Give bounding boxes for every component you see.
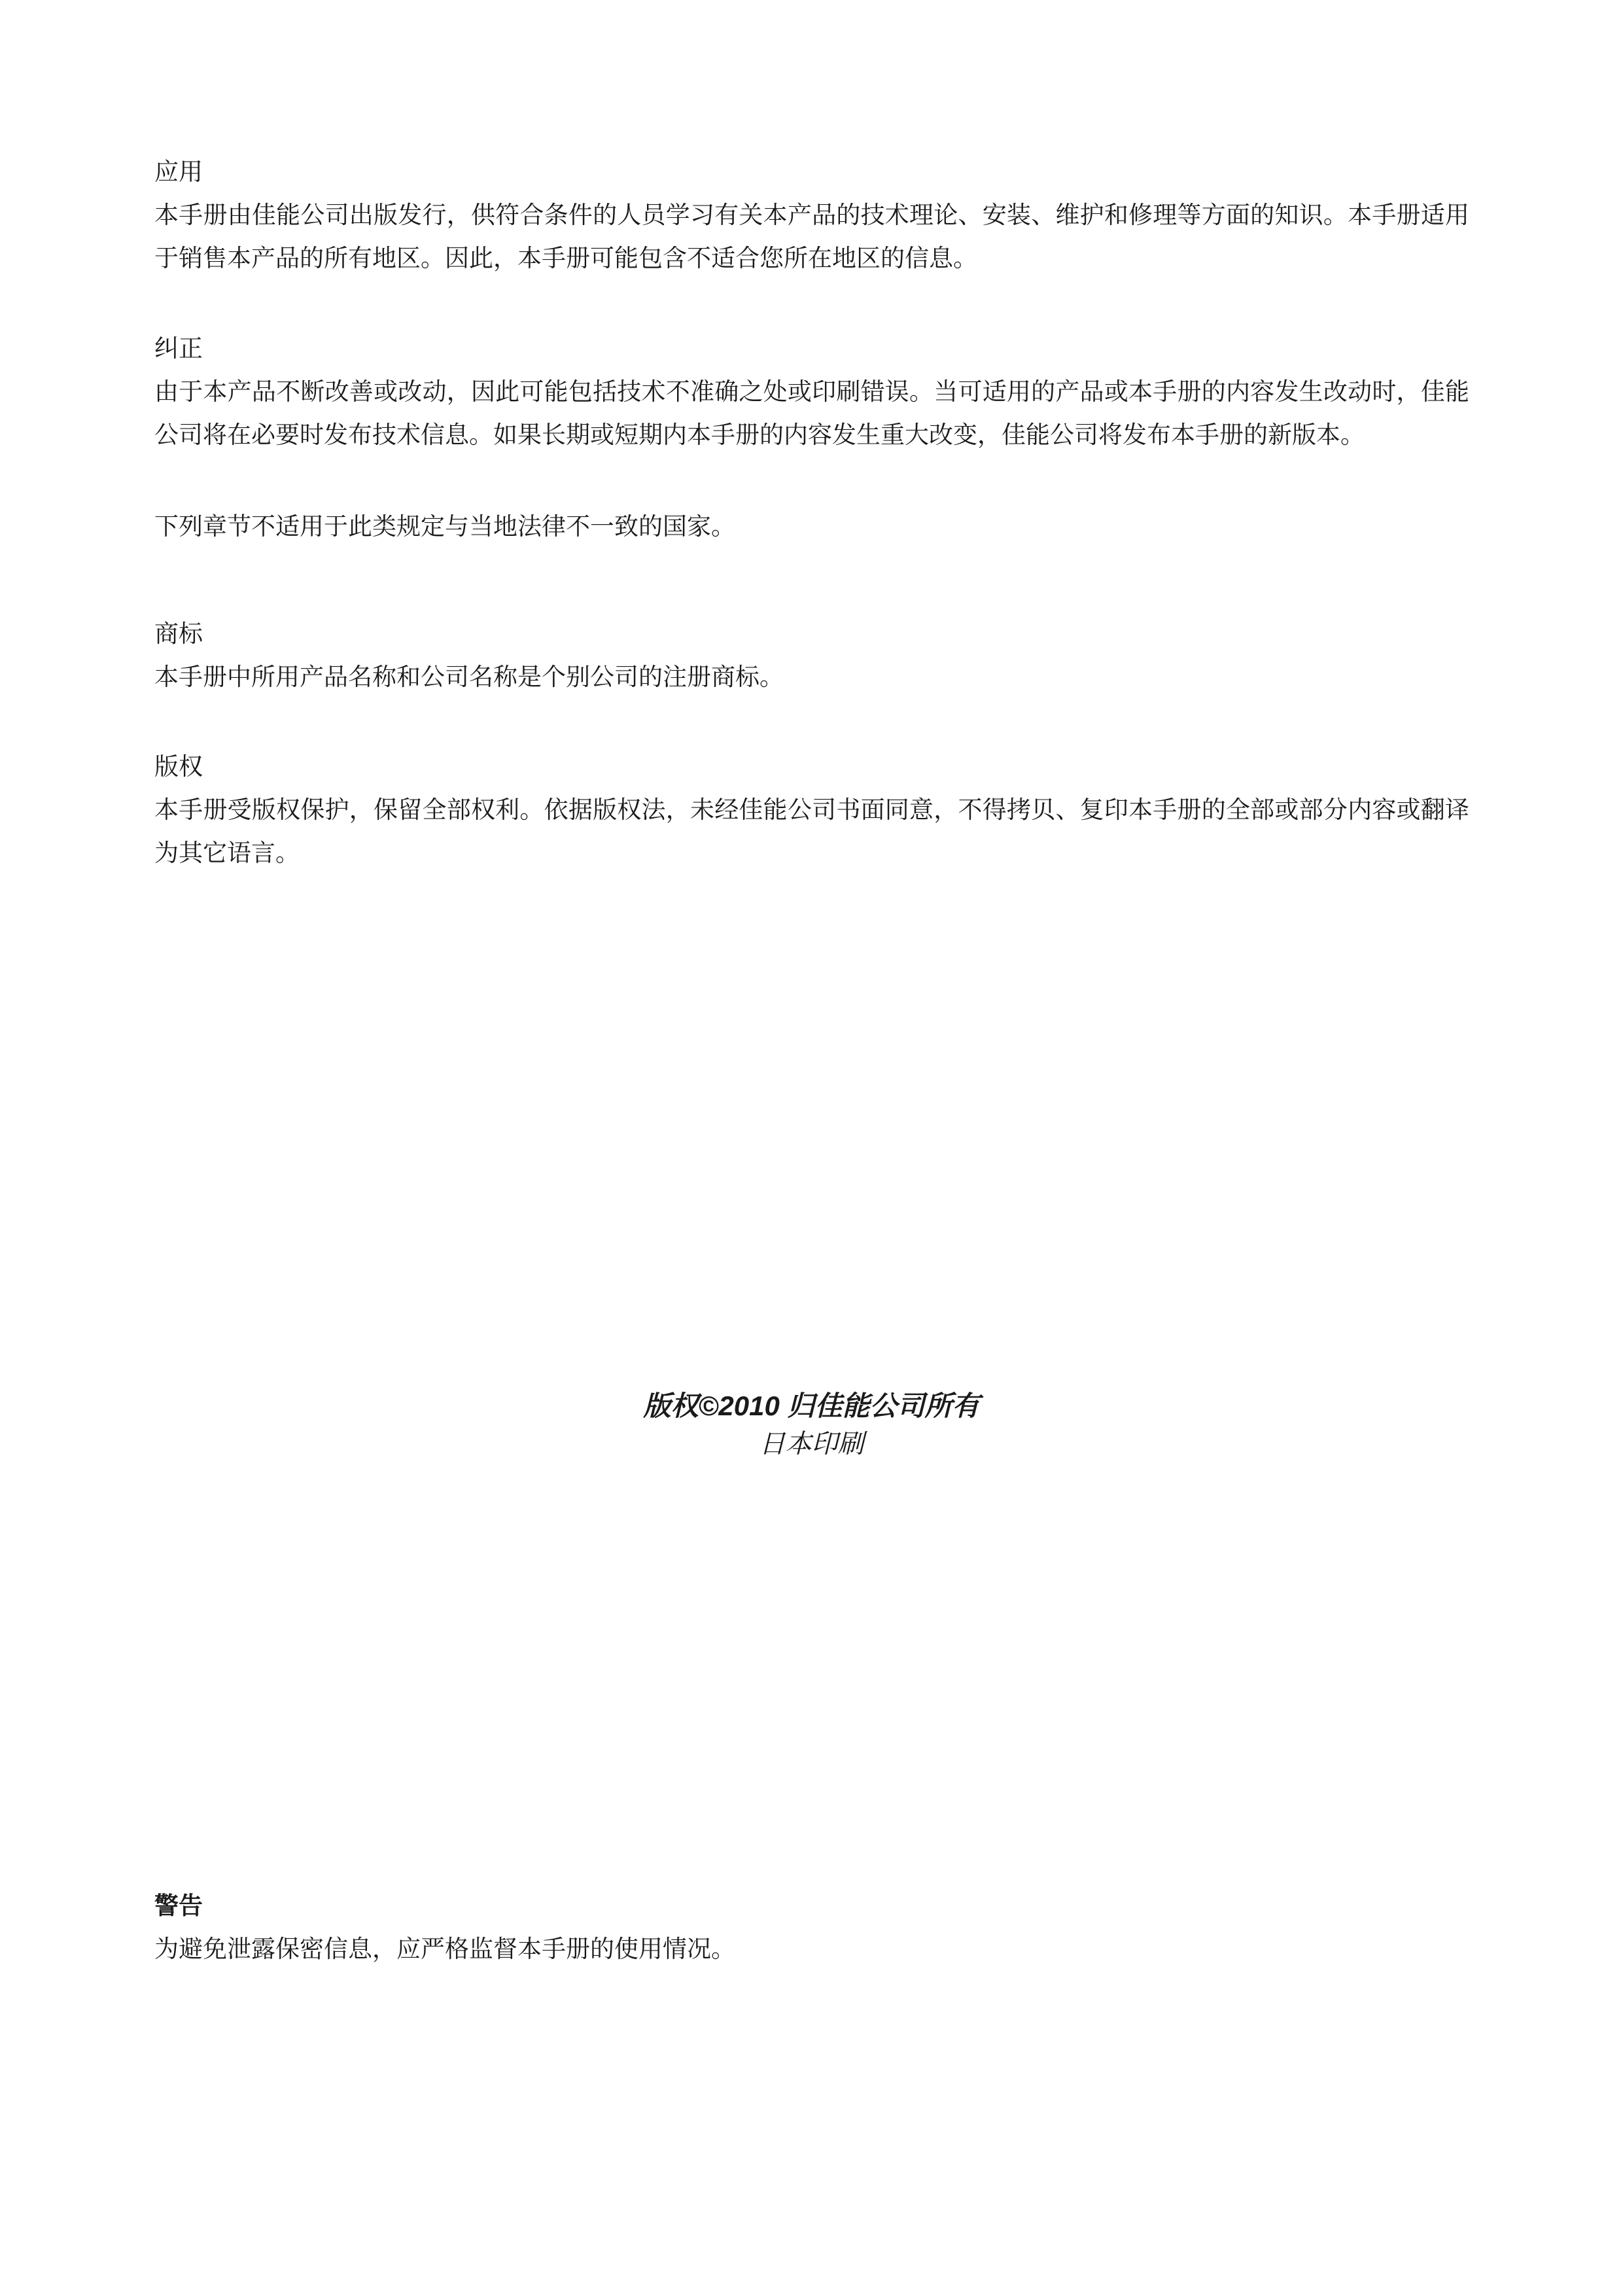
copyright-heading: 版权: [154, 752, 203, 781]
copyright-body: 本手册受版权保护，保留全部权利。依据版权法，未经佳能公司书面同意，不得拷贝、复印本手册的全部或部分内容或翻译为其它语言。: [154, 796, 1469, 867]
application-body: 本手册由佳能公司出版发行，供符合条件的人员学习有关本产品的技术理论、安装、维护和修理等方面的知识。本手册适用于销售本产品的所有地区。因此，本手册可能包含不适合您所在地区的信息。: [154, 201, 1469, 272]
trademark-body: 本手册中所用产品名称和公司名称是个别公司的注册商标。: [154, 663, 784, 691]
application-section: [154, 150, 1469, 280]
notice-body: 下列章节不适用于此类规定与当地法律不一致的国家。: [154, 512, 735, 540]
correction-heading: 纠正: [154, 334, 203, 362]
warning-body: 为避免泄露保密信息，应严格监督本手册的使用情况。: [154, 1935, 735, 1963]
copyright-line: 版权©2010 归佳能公司所有: [643, 1390, 980, 1421]
correction-section: [154, 327, 1469, 457]
trademark-heading: 商标: [154, 620, 203, 648]
correction-body: 由于本产品不断改善或改动，因此可能包括技术不准确之处或印刷错误。当可适用的产品或本手册的内容发生改动时，佳能公司将在必要时发布技术信息。如果长期或短期内本手册的内容发生重大改变，佳能公司将发布本手册的新版本。: [154, 378, 1469, 449]
copyright-notice-center: [0, 1387, 1623, 1463]
trademark-section: [154, 612, 1469, 699]
notice-section: [154, 505, 1469, 548]
printed-in-line: 日本印刷: [759, 1430, 864, 1458]
warning-heading: 警告: [154, 1892, 203, 1920]
copyright-section: [154, 745, 1469, 875]
application-heading: 应用: [154, 158, 203, 186]
warning-section: [154, 1884, 1469, 1971]
